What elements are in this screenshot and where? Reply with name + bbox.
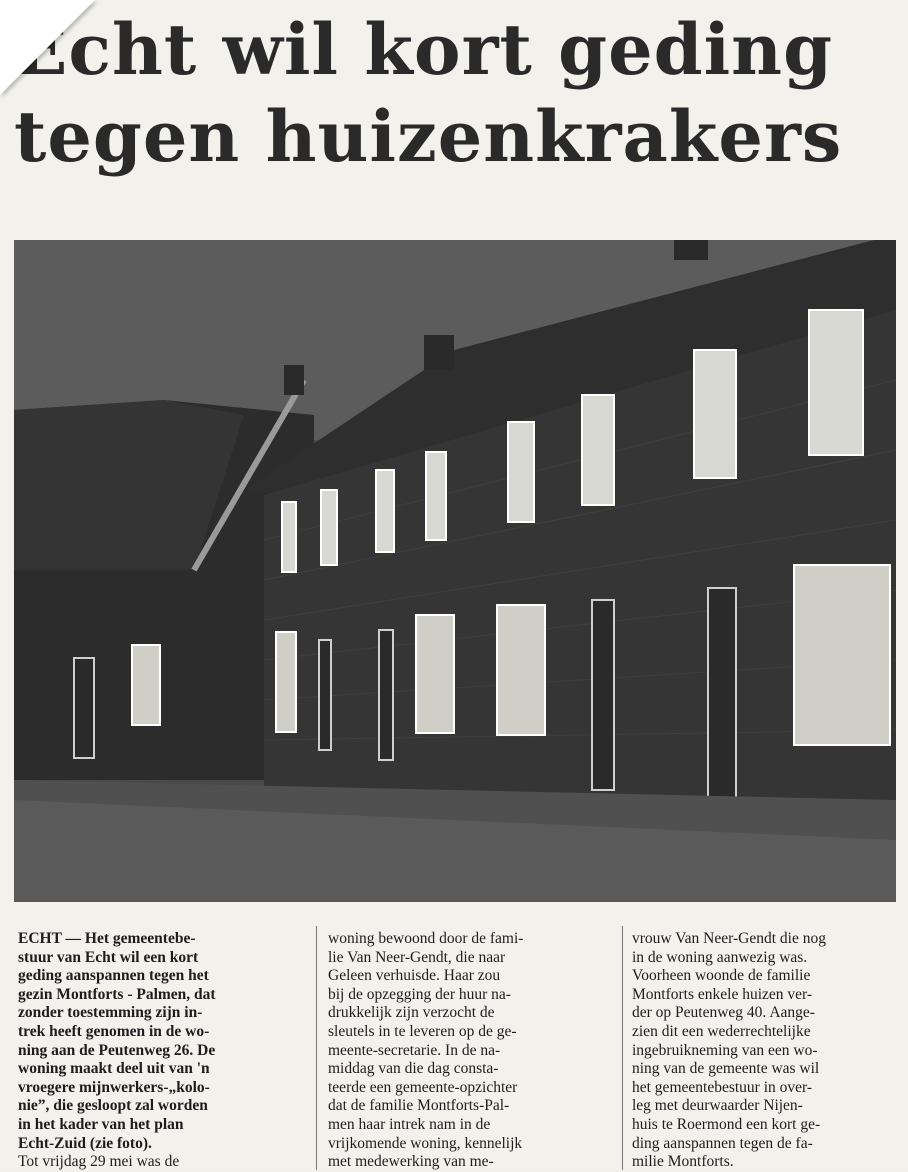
houses-row-icon [14,240,896,902]
text-line: ingebruikneming van een wo- [632,1041,818,1059]
text-line: ning van de gemeente was wil [632,1060,820,1078]
text-line: met medewerking van me- [328,1153,494,1171]
text-line: trek heeft genomen in de wo- [18,1022,210,1040]
text-line: dat de familie Montforts-Pal- [328,1097,510,1115]
text-line: meente-secretarie. In de na- [328,1041,501,1059]
text-line: nie”, die gesloopt zal worden [18,1097,208,1115]
text-line: in de woning aanwezig was. [632,948,808,966]
article-photo [14,240,896,902]
article-column-1 [18,930,298,1172]
text-line: vrouw Van Neer-Gendt die nog [632,930,826,947]
text-line: gezin Montforts - Palmen, dat [18,985,216,1003]
text-line: zien dit een wederrechtelijke [632,1022,811,1040]
text-line: vrijkomende woning, kennelijk [328,1134,523,1152]
text-line: Tot vrijdag 29 mei was de [18,1153,180,1171]
text-line: Montforts enkele huizen ver- [632,985,813,1003]
text-line: ECHT — Het gemeentebe- [18,930,196,947]
text-line: Geleen verhuisde. Haar zou [328,967,501,985]
text-line: woning bewoond door de fami- [328,930,524,947]
headline-line-1: Echt wil kort geding [14,8,834,91]
text-line: teerde een gemeente-opzichter [328,1078,518,1096]
article-column-3 [632,930,908,1172]
text-line: ning aan de Peutenweg 26. De [18,1041,216,1059]
text-line: huis te Roermond een kort ge- [632,1115,821,1133]
text-line: middag van die dag consta- [328,1060,499,1078]
text-line: vroegere mijnwerkers-„kolo- [18,1078,210,1096]
text-line: drukkelijk zijn verzocht de [328,1004,495,1022]
article-body [16,930,906,1170]
text-line: bij de opzegging der huur na- [328,985,511,1003]
text-line: men haar intrek nam in de [328,1115,491,1133]
text-line: milie Montforts. [632,1153,734,1171]
text-line: lie Van Neer-Gendt, die naar [328,948,506,966]
text-line: woning maakt deel uit van 'n [18,1060,210,1078]
text-line: stuur van Echt wil een kort [18,948,199,966]
text-line: geding aanspannen tegen het [18,967,209,985]
text-line: in het kader van het plan [18,1115,184,1133]
article-column-2 [328,930,608,1172]
headline [14,8,894,182]
text-line: het gemeentebestuur in over- [632,1078,813,1096]
text-line: der op Peutenweg 40. Aange- [632,1004,815,1022]
text-line: leg met deurwaarder Nijen- [632,1097,803,1115]
text-line: Echt-Zuid (zie foto). [18,1134,152,1152]
text-line: sleutels in te leveren op de ge- [328,1022,517,1040]
folded-corner [0,0,95,95]
text-line: zonder toestemming zijn in- [18,1004,203,1022]
text-line: ding aanspannen tegen de fa- [632,1134,813,1152]
text-line: Voorheen woonde de familie [632,967,811,985]
headline-line-2: tegen huizenkrakers [14,95,843,178]
